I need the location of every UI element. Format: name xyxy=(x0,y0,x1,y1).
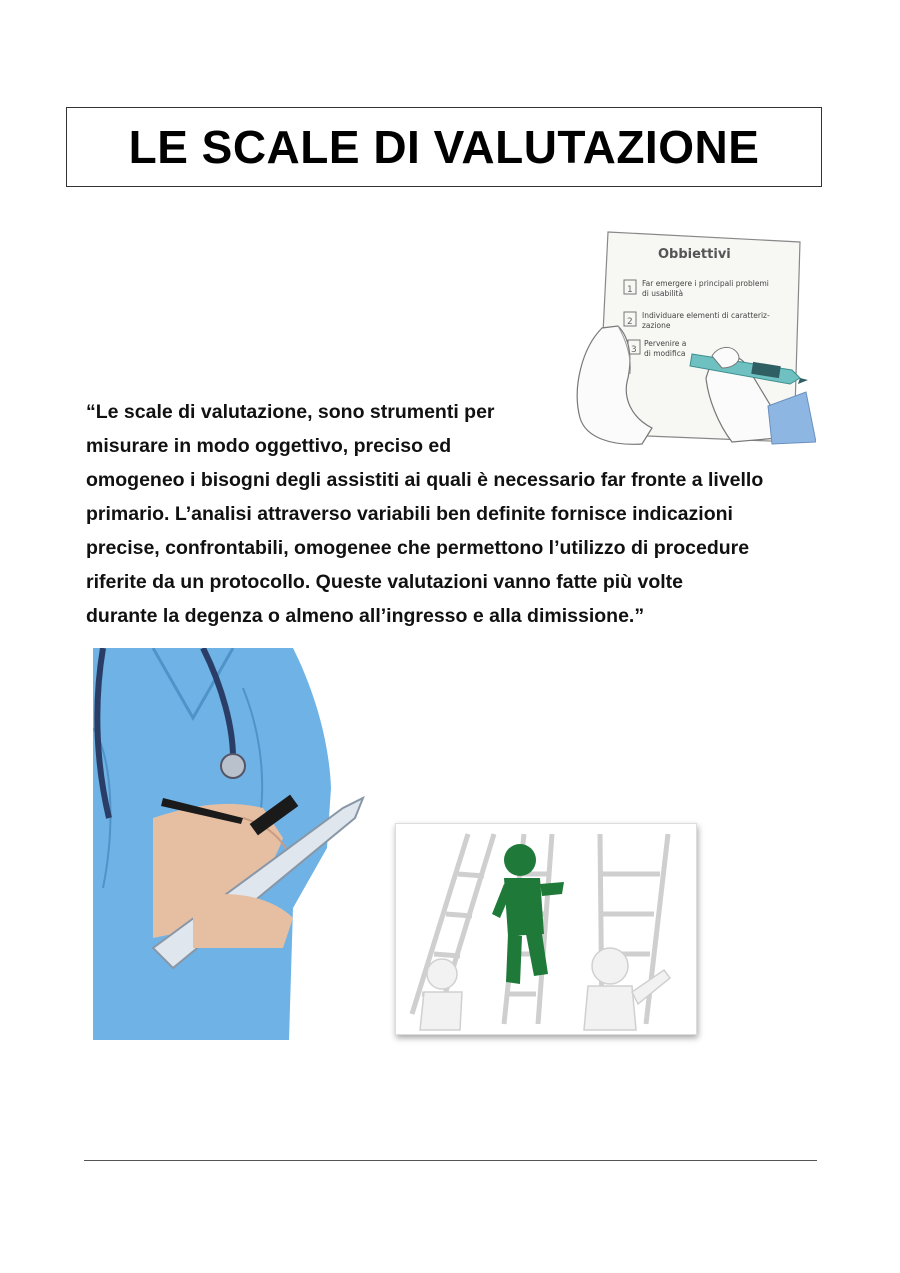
nurse-photo-svg xyxy=(93,648,365,1040)
quote-line: misurare in modo oggettivo, preciso ed xyxy=(86,435,452,457)
quote-line: precise, confrontabili, omogenee che permettono l’utilizzo di procedure xyxy=(86,537,750,559)
quote-line: durante la degenza o almeno all’ingresso e alla dimissione.” xyxy=(86,605,645,627)
sheet-item-6: di modifica xyxy=(644,349,686,358)
checkbox-mark-3: 3 xyxy=(631,345,637,355)
checkbox-mark-2: 2 xyxy=(627,317,633,327)
page-title: LE SCALE DI VALUTAZIONE xyxy=(128,121,760,173)
checkbox-mark-1: 1 xyxy=(627,285,633,295)
sheet-item-1: Far emergere i principali problemi xyxy=(642,279,769,288)
sheet-item-5: Pervenire a xyxy=(644,339,687,348)
quote-line: “Le scale di valutazione, sono strumenti per xyxy=(86,401,495,423)
title-box xyxy=(66,107,822,187)
quote-paragraph xyxy=(86,395,821,633)
footer-divider xyxy=(84,1160,817,1161)
quote-line: riferite da un protocollo. Queste valutazioni vanno fatte più volte xyxy=(86,571,683,593)
sheet-item-3: Individuare elementi di caratteriz- xyxy=(642,311,770,320)
quote-line: primario. L’analisi attraverso variabili ben definite fornisce indicazioni xyxy=(86,503,733,525)
sheet-item-2: di usabilità xyxy=(642,289,684,298)
sheet-heading: Obbiettivi xyxy=(658,247,731,262)
sheet-item-4: zazione xyxy=(642,321,671,330)
ladders-photo xyxy=(395,823,697,1035)
ladders-photo-svg xyxy=(396,824,696,1034)
quote-line: omogeneo i bisogni degli assistiti ai quali è necessario far fronte a livello xyxy=(86,469,764,491)
nurse-photo xyxy=(93,648,365,1040)
